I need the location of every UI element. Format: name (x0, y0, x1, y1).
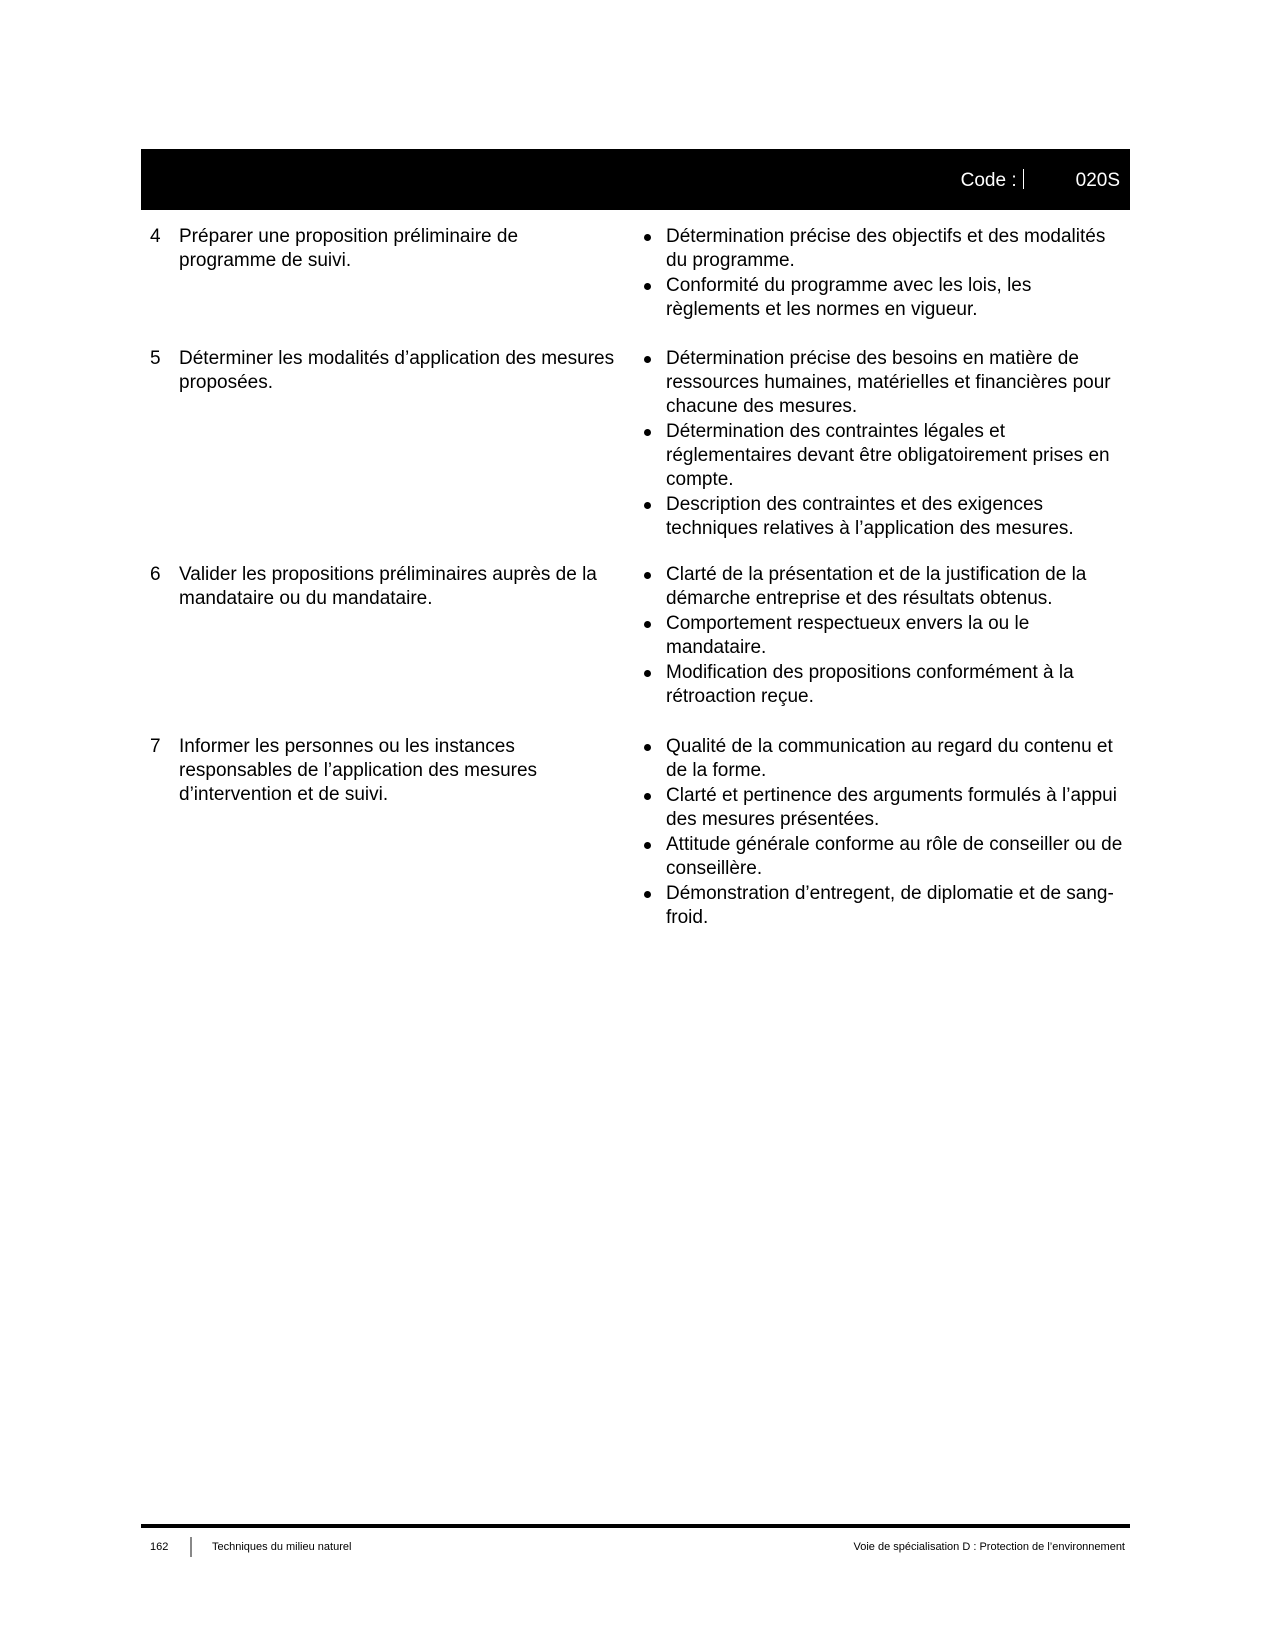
element-text: Valider les propositions préliminaires auprès de la mandataire ou du mandataire. (179, 564, 597, 609)
criterion-text: Détermination précise des besoins en matière de ressources humaines, matérielles et financières pour chacune des mesures. (666, 348, 1111, 417)
bullet-icon (644, 670, 651, 677)
program-name: Techniques du milieu naturel (212, 1541, 352, 1553)
criterion-text: Qualité de la communication au regard du contenu et de la forme. (666, 736, 1113, 781)
criterion-item (644, 833, 1124, 881)
element-text: Préparer une proposition préliminaire de programme de suivi. (179, 226, 519, 271)
criterion-item (644, 735, 1124, 783)
element-number: 4 (150, 226, 161, 247)
criterion-text: Clarté de la présentation et de la justification de la démarche entreprise et des résultats obtenus. (666, 564, 1087, 609)
code-separator (1023, 169, 1024, 189)
bullet-icon (644, 891, 651, 898)
criterion-text: Modification des propositions conformément à la rétroaction reçue. (666, 662, 1074, 707)
code-value: 020S (1075, 170, 1120, 191)
bullet-icon (644, 842, 651, 849)
criterion-text: Conformité du programme avec les lois, les règlements et les normes en vigueur. (666, 275, 1032, 320)
criterion-text: Description des contraintes et des exigences techniques relatives à l’application des mesures. (666, 494, 1074, 539)
header-band (141, 149, 1130, 210)
criterion-text: Démonstration d’entregent, de diplomatie et de sang-froid. (666, 883, 1114, 928)
criteria-list (644, 563, 1124, 710)
element-number: 5 (150, 348, 161, 369)
element-text: Informer les personnes ou les instances responsables de l’application des mesures d’intervention et de suivi. (179, 736, 538, 805)
criterion-item (644, 420, 1124, 492)
element-text: Déterminer les modalités d’application des mesures proposées. (179, 348, 615, 393)
criterion-item (644, 225, 1124, 273)
element-number: 6 (150, 564, 161, 585)
bullet-icon (644, 429, 651, 436)
footer-rule (141, 1524, 1130, 1528)
specialization-name: Voie de spécialisation D : Protection de l’environnement (853, 1541, 1125, 1553)
bullet-icon (644, 793, 651, 800)
criterion-text: Attitude générale conforme au rôle de conseiller ou de conseillère. (666, 834, 1123, 879)
criteria-list (644, 735, 1124, 931)
code-label: Code : (960, 170, 1017, 191)
bullet-icon (644, 502, 651, 509)
bullet-icon (644, 744, 651, 751)
criterion-text: Détermination des contraintes légales et réglementaires devant être obligatoirement prises en compte. (666, 421, 1110, 490)
criterion-item (644, 612, 1124, 660)
bullet-icon (644, 356, 651, 363)
bullet-icon (644, 234, 651, 241)
criterion-text: Détermination précise des objectifs et des modalités du programme. (666, 226, 1106, 271)
criteria-list (644, 347, 1124, 542)
criterion-item (644, 661, 1124, 709)
bullet-icon (644, 621, 651, 628)
criteria-list (644, 225, 1124, 323)
criterion-text: Clarté et pertinence des arguments formulés à l’appui des mesures présentées. (666, 785, 1117, 830)
bullet-icon (644, 283, 651, 290)
criterion-item (644, 347, 1124, 419)
competency-code (961, 169, 1120, 192)
footer-separator (190, 1537, 192, 1557)
criterion-item (644, 882, 1124, 930)
criterion-text: Comportement respectueux envers la ou le mandataire. (666, 613, 1030, 658)
element-number: 7 (150, 736, 161, 757)
criterion-item (644, 784, 1124, 832)
page-number: 162 (150, 1541, 169, 1553)
bullet-icon (644, 572, 651, 579)
criterion-item (644, 493, 1124, 541)
criterion-item (644, 563, 1124, 611)
criterion-item (644, 274, 1124, 322)
